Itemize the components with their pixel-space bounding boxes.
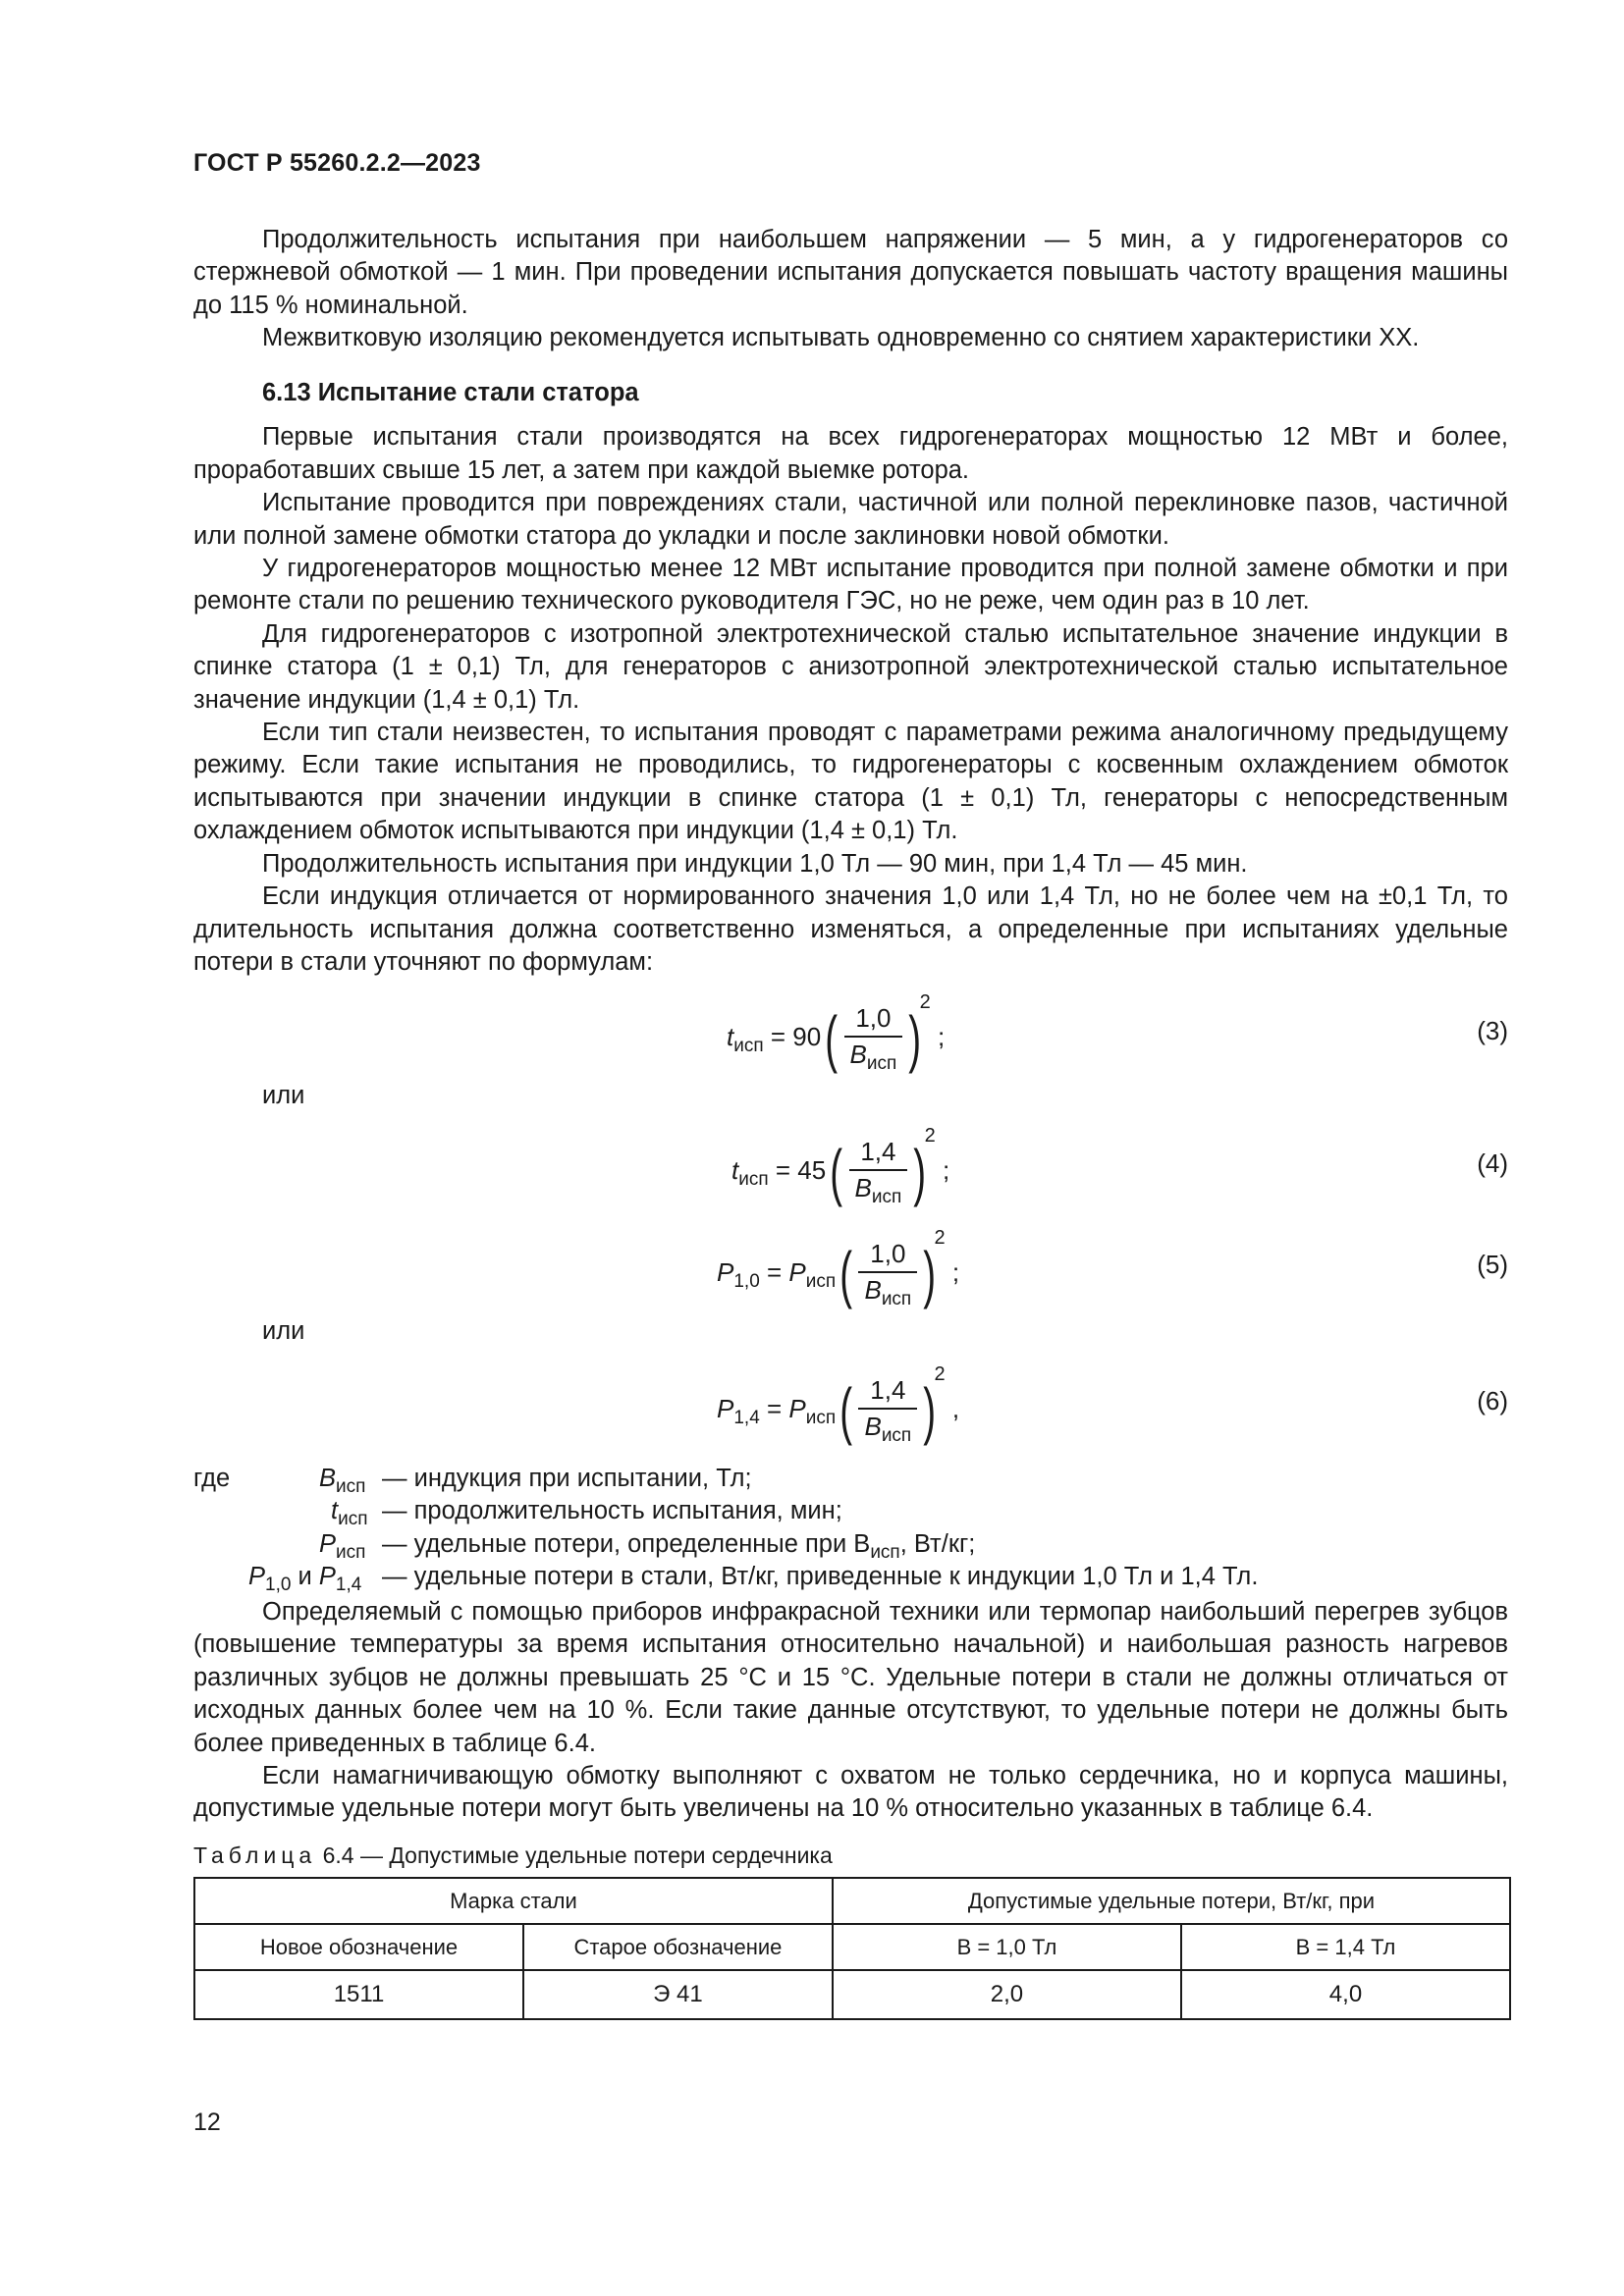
formula-end: ; <box>937 1022 946 1051</box>
where-sub: 1,4 <box>335 1575 362 1596</box>
where-var: P <box>319 1529 337 1558</box>
table-row <box>194 1970 1510 2019</box>
formula-sub: 1,4 <box>733 1408 760 1429</box>
formula-var: B <box>864 1274 882 1305</box>
formula-var: P <box>717 1257 734 1287</box>
formula-sub: исп <box>871 1186 902 1207</box>
formula-sub: исп <box>733 1036 764 1057</box>
formula-exponent: 2 <box>934 1363 946 1385</box>
where-desc: , Вт/кг; <box>899 1529 976 1558</box>
formula-exponent: 2 <box>919 991 931 1013</box>
table-caption-text: 6.4 — Допустимые удельные потери сердечника <box>322 1842 833 1868</box>
formula-numerator: 1,4 <box>849 1137 908 1171</box>
formula-4: $t_{исп} = 45$( $\frac{1,4}{B_{исп}}$ )$^2$ ; <box>731 1125 950 1208</box>
table-col-header: B = 1,0 Тл <box>833 1924 1181 1970</box>
formula-sub: 1,0 <box>733 1271 760 1293</box>
where-label: где <box>193 1465 231 1492</box>
paragraph: У гидрогенераторов мощностью менее 12 МВт испытание проводится при полной замене обмотки и при ремонте стали по решению технического руководителя ГЭС, но не реже, чем один раз в 10 лет. <box>193 555 1508 615</box>
formula-var: P <box>788 1394 806 1423</box>
or-label: или <box>262 1082 305 1109</box>
formula-var: B <box>854 1172 872 1202</box>
formula-sub: исп <box>881 1424 912 1446</box>
where-and: и <box>298 1563 312 1591</box>
document-header: ГОСТ Р 55260.2.2—2023 <box>193 149 481 177</box>
formula-3: $t_{исп} = 90$( $\frac{1,0}{B_{исп}}$ )$^2$ ; <box>727 991 946 1075</box>
where-sub: 1,0 <box>265 1575 292 1596</box>
formula-end: ; <box>942 1155 950 1185</box>
formula-end: , <box>951 1394 960 1423</box>
paragraph: Первые испытания стали производятся на всех гидрогенераторах мощностью 12 МВт и более, проработавших свыше 15 лет, а затем при каждой выемке ротора. <box>193 423 1508 484</box>
table-cell: Э 41 <box>523 1970 833 2019</box>
paragraph: Продолжительность испытания при наибольшем напряжении — 5 мин, а у гидрогенераторов со стержневой обмоткой — 1 мин. При проведении испытания допускается повышать частоту вращения машины до 115 % номинальной. <box>193 226 1508 319</box>
table-col-header: Новое обозначение <box>194 1924 523 1970</box>
formula-var: B <box>864 1411 882 1441</box>
formula-sub: исп <box>738 1169 769 1191</box>
formula-var: t <box>727 1022 734 1051</box>
intro-text <box>193 224 1508 355</box>
where-desc: — удельные потери в стали, Вт/кг, приведенные к индукции 1,0 Тл и 1,4 Тл. <box>382 1563 1259 1591</box>
paragraph: Для гидрогенераторов с изотропной электротехнической сталью испытательное значение индукции в спинке статора (1 ± 0,1) Тл, для генераторов с анизотропной электротехнической сталью испытательное значение индукции (1,4 ± 0,1) Тл. <box>193 619 1508 714</box>
paragraph: Определяемый с помощью приборов инфракрасной техники или термопар наибольший перегрев зубцов (повышение температуры за время испытания относительно начальной) и наибольшая разность нагревов различных зубцов не должны превышать 25 °С и 15 °С. Удельные потери в стали не должны отличаться от исходных данных более чем на 10 %. Если такие данные отсутствуют, то удельные потери не должны быть более приведенных в таблице 6.4. <box>193 1598 1508 1757</box>
formula-var: B <box>849 1039 867 1069</box>
where-var: P <box>248 1563 266 1591</box>
where-var: P <box>318 1563 336 1591</box>
formula-numerator: 1,4 <box>858 1375 917 1410</box>
formula-end: ; <box>951 1257 960 1287</box>
where-var: B <box>319 1465 337 1492</box>
where-sub: исп <box>338 1509 368 1530</box>
formula-numerator: 1,0 <box>844 1003 903 1038</box>
formula-number: (4) <box>1477 1148 1508 1178</box>
formula-number: (3) <box>1477 1016 1508 1045</box>
table-cell: 4,0 <box>1181 1970 1510 2019</box>
section-heading: 6.13 Испытание стали статора <box>262 379 639 406</box>
table-group-header: Допустимые удельные потери, Вт/кг, при <box>833 1878 1510 1924</box>
formula-coef: 90 <box>792 1022 822 1051</box>
where-block <box>193 1463 1508 1594</box>
formula-sub: исп <box>866 1052 897 1074</box>
where-sub: исп <box>870 1541 900 1563</box>
where-desc: — продолжительность испытания, мин; <box>382 1497 842 1525</box>
page-number: 12 <box>193 2109 221 2136</box>
formula-5: $P_{1,0} = P_{исп}$( $\frac{1,0}{B_{исп}}$ )$^2$ ; <box>717 1227 960 1310</box>
formula-exponent: 2 <box>934 1227 946 1249</box>
where-sub: исп <box>336 1541 366 1563</box>
where-desc: — индукция при испытании, Тл; <box>382 1465 752 1492</box>
where-desc: — удельные потери, определенные при В <box>382 1529 871 1558</box>
formula-exponent: 2 <box>924 1125 936 1147</box>
paragraph: Если тип стали неизвестен, то испытания проводят с параметрами режима аналогичному предыдущему режиму. Если такие испытания не проводились, то гидрогенераторы с косвенным охлаждением обмоток испытываются при значении индукции в спинке статора (1 ± 0,1) Тл, генераторы с непосредственным охлаждением обмоток испытываются при индукции (1,4 ± 0,1) Тл. <box>193 719 1508 845</box>
or-label: или <box>262 1317 305 1345</box>
table-caption-word: Таблица <box>193 1842 317 1868</box>
formula-var: P <box>717 1394 734 1423</box>
formula-coef: 45 <box>797 1155 827 1185</box>
formula-sub: исп <box>881 1288 912 1309</box>
paragraph: Испытание проводится при повреждениях стали, частичной или полной переклиновке пазов, частичной или полной замене обмотки статора до укладки и после заклиновки новой обмотки. <box>193 489 1508 550</box>
table-group-header: Марка стали <box>194 1878 833 1924</box>
formula-var: t <box>731 1155 739 1185</box>
formula-sub: исп <box>805 1271 837 1293</box>
formula-number: (5) <box>1477 1250 1508 1279</box>
paragraph: Если намагничивающую обмотку выполняют с охватом не только сердечника, но и корпуса машины, допустимые удельные потери могут быть увеличены на 10 % относительно указанных в таблице 6.4. <box>193 1762 1508 1823</box>
table-cell: 1511 <box>194 1970 523 2019</box>
section-6-13 <box>193 377 1508 979</box>
paragraph: Продолжительность испытания при индукции 1,0 Тл — 90 мин, при 1,4 Тл — 45 мин. <box>262 849 1248 878</box>
after-text <box>193 1596 1508 1826</box>
table-col-header: Старое обозначение <box>523 1924 833 1970</box>
formula-var: P <box>788 1257 806 1287</box>
where-sub: исп <box>336 1476 366 1498</box>
paragraph: Если индукция отличается от нормированного значения 1,0 или 1,4 Тл, но не более чем на ±0,1 Тл, то длительность испытания должна соответственно изменяться, а определенные при испытаниях удельные потери в стали уточняют по формулам: <box>193 882 1508 976</box>
table-col-header: B = 1,4 Тл <box>1181 1924 1510 1970</box>
table-caption <box>193 1842 833 1869</box>
where-var: t <box>331 1497 339 1525</box>
formula-sub: исп <box>805 1408 837 1429</box>
table-cell: 2,0 <box>833 1970 1181 2019</box>
paragraph: Межвитковую изоляцию рекомендуется испытывать одновременно со снятием характеристики XX. <box>262 324 1420 352</box>
formula-6: $P_{1,4} = P_{исп}$( $\frac{1,4}{B_{исп}}$ )$^2$ , <box>717 1363 960 1447</box>
formula-number: (6) <box>1477 1386 1508 1415</box>
formula-numerator: 1,0 <box>858 1239 917 1273</box>
losses-table <box>193 1877 1511 2020</box>
